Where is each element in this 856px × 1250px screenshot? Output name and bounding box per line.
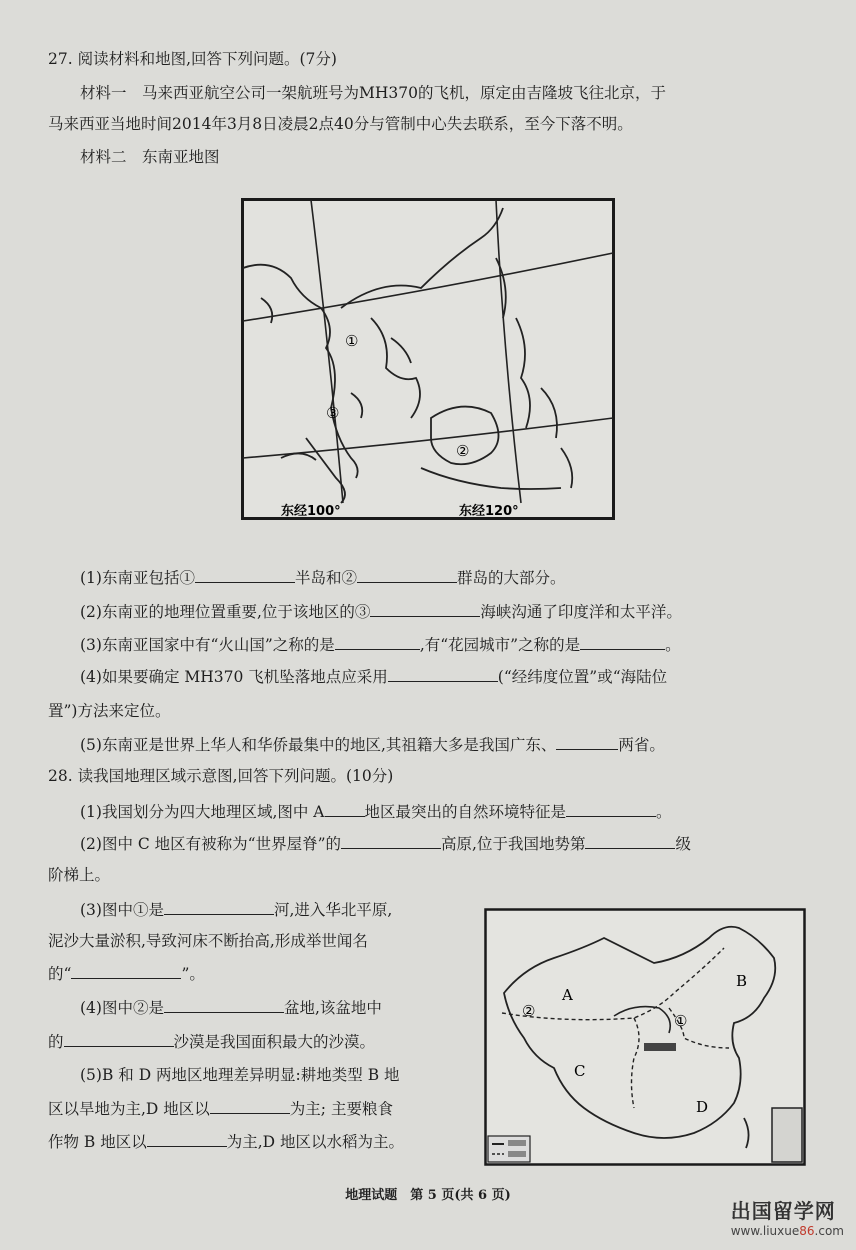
q28-sub5-text-e: 为主,D 地区以水稻为主。 xyxy=(226,1133,405,1151)
q28-sub3-text-e: ”。 xyxy=(181,965,205,983)
q27-sub1-text-c: 群岛的大部分。 xyxy=(456,569,566,587)
site-watermark xyxy=(731,1195,844,1238)
q28-sub3-cont2 xyxy=(48,962,205,985)
longitude-label-120: 东经120° xyxy=(459,504,519,519)
region-b-label: B xyxy=(736,972,748,990)
q27-sub1-blank1[interactable] xyxy=(195,566,295,583)
q27-sub3 xyxy=(80,633,681,656)
q28-sub3-text-d: 的“ xyxy=(48,965,72,983)
q28-sub2-cont: 阶梯上。 xyxy=(48,866,111,884)
q28-sub1-blank2[interactable] xyxy=(566,800,656,817)
region-c-label: C xyxy=(574,1062,586,1080)
q27-sub2-blank[interactable] xyxy=(370,600,480,617)
q28-sub1-text-a: (1)我国划分为四大地理区域,图中 A xyxy=(80,803,325,821)
marker-1: ① xyxy=(345,332,359,350)
q27-sub1-text-b: 半岛和② xyxy=(294,569,357,587)
q28-sub2-text-c: 级 xyxy=(675,835,691,853)
q28-sub1 xyxy=(80,800,672,823)
q27-sub1-blank2[interactable] xyxy=(357,566,457,583)
q28-sub4 xyxy=(80,996,382,1019)
q28-sub2-text-a: (2)图中 C 地区有被称为“世界屋脊”的 xyxy=(80,835,342,853)
marker-3: ③ xyxy=(326,404,340,422)
q27-material2: 材料二 东南亚地图 xyxy=(80,148,220,166)
q28-sub5-text-c: 为主; 主要粮食 xyxy=(289,1100,393,1118)
q27-sub5-text-b: 两省。 xyxy=(618,736,665,754)
watermark-title: 出国留学网 xyxy=(730,1199,836,1223)
q27-material1-line2: 马来西亚当地时间2014年3月8日凌晨2点40分与管制中心失去联系，至今下落不明。 xyxy=(48,115,633,133)
q28-sub5-cont2 xyxy=(48,1130,404,1153)
q27-sub5-text-a: (5)东南亚是世界上华人和华侨最集中的地区,其祖籍大多是我国广东、 xyxy=(80,736,557,754)
q28-sub5-cont1 xyxy=(48,1097,393,1120)
q27-sub4-cont: 置”)方法来定位。 xyxy=(48,702,171,720)
q27-sub3-text-c: 。 xyxy=(665,636,681,654)
q28-sub1-text-b: 地区最突出的自然环境特征是 xyxy=(364,803,567,821)
q27-sub3-blank1[interactable] xyxy=(335,633,420,650)
legend-box xyxy=(488,1136,530,1162)
q27-sub5-blank[interactable] xyxy=(556,733,618,750)
q27-sub2-text-a: (2)东南亚的地理位置重要,位于该地区的③ xyxy=(80,603,371,621)
q28-sub4-text-a: (4)图中②是 xyxy=(80,999,164,1017)
q28-sub5-blank1[interactable] xyxy=(210,1097,290,1114)
china-regions-map xyxy=(484,908,806,1166)
q28-sub4-blank1[interactable] xyxy=(164,996,284,1013)
q28-sub5: (5)B 和 D 两地区地理差异明显:耕地类型 B 地 xyxy=(80,1066,400,1084)
q27-sub1 xyxy=(80,566,566,589)
marker-river: ① xyxy=(674,1012,688,1030)
q28-sub1-blank1[interactable] xyxy=(325,800,365,817)
longitude-label-100: 东经100° xyxy=(281,504,341,519)
q28-sub4-text-d: 沙漠是我国面积最大的沙漠。 xyxy=(173,1033,376,1051)
marker-basin: ② xyxy=(522,1002,536,1020)
q28-title: 28. 读我国地理区域示意图,回答下列问题。(10分) xyxy=(48,767,394,785)
q27-sub2-text-b: 海峡沟通了印度洋和太平洋。 xyxy=(480,603,682,621)
q28-sub3-text-b: 河,进入华北平原, xyxy=(273,901,393,919)
legend-text-blur-1 xyxy=(508,1140,526,1146)
q28-sub3-cont1: 泥沙大量淤积,导致河床不断抬高,形成举世闻名 xyxy=(48,932,368,950)
q28-sub2-text-b: 高原,位于我国地势第 xyxy=(441,835,586,853)
marker-2: ② xyxy=(456,442,470,460)
south-china-sea-inset xyxy=(772,1108,802,1162)
southeast-asia-map xyxy=(241,198,615,520)
q27-sub4 xyxy=(80,665,667,688)
q27-sub1-text-a: (1)东南亚包括① xyxy=(80,569,195,587)
q27-sub3-text-b: ,有“花园城市”之称的是 xyxy=(419,636,581,654)
q27-sub2 xyxy=(80,600,682,623)
q28-sub5-text-d: 作物 B 地区以 xyxy=(48,1133,147,1151)
watermark-url-prefix: www.liuxue xyxy=(730,1224,800,1238)
q27-sub5 xyxy=(80,733,665,756)
q28-sub2-blank2[interactable] xyxy=(585,832,675,849)
q27-sub4-text-b: (“经纬度位置”或“海陆位 xyxy=(497,668,668,686)
watermark-url-suffix: .com xyxy=(814,1224,844,1238)
q28-sub2 xyxy=(80,832,691,855)
page-footer: 地理试题 第 5 页(共 6 页) xyxy=(345,1188,511,1203)
q27-sub3-blank2[interactable] xyxy=(580,633,665,650)
q28-sub1-text-c: 。 xyxy=(656,803,672,821)
q28-sub4-text-c: 的 xyxy=(48,1033,64,1051)
q27-sub4-blank[interactable] xyxy=(388,665,498,682)
q27-material1-line1: 材料一 马来西亚航空公司一架航班号为MH370的飞机，原定由吉隆坡飞往北京，于 xyxy=(80,84,666,102)
qinling-mark xyxy=(644,1043,676,1051)
q28-sub4-text-b: 盆地,该盆地中 xyxy=(283,999,382,1017)
legend-text-blur-2 xyxy=(508,1151,526,1157)
q28-sub5-text-b: 区以旱地为主,D 地区以 xyxy=(48,1100,210,1118)
watermark-url-red: 86 xyxy=(799,1224,815,1238)
q28-sub3 xyxy=(80,898,392,921)
region-d-label: D xyxy=(696,1098,709,1116)
q28-sub3-blank2[interactable] xyxy=(71,962,181,979)
region-a-label: A xyxy=(562,986,573,1004)
q27-title: 27. 阅读材料和地图,回答下列问题。(7分) xyxy=(48,50,337,68)
q27-sub3-text-a: (3)东南亚国家中有“火山国”之称的是 xyxy=(80,636,335,654)
watermark-url xyxy=(731,1224,844,1238)
q28-sub3-blank1[interactable] xyxy=(164,898,274,915)
q28-sub4-blank2[interactable] xyxy=(64,1030,174,1047)
q28-sub3-text-a: (3)图中①是 xyxy=(80,901,164,919)
q28-sub2-blank1[interactable] xyxy=(341,832,441,849)
q28-sub4-cont xyxy=(48,1030,375,1053)
q27-sub4-text-a: (4)如果要确定 MH370 飞机坠落地点应采用 xyxy=(80,668,388,686)
q28-sub5-blank2[interactable] xyxy=(147,1130,227,1147)
